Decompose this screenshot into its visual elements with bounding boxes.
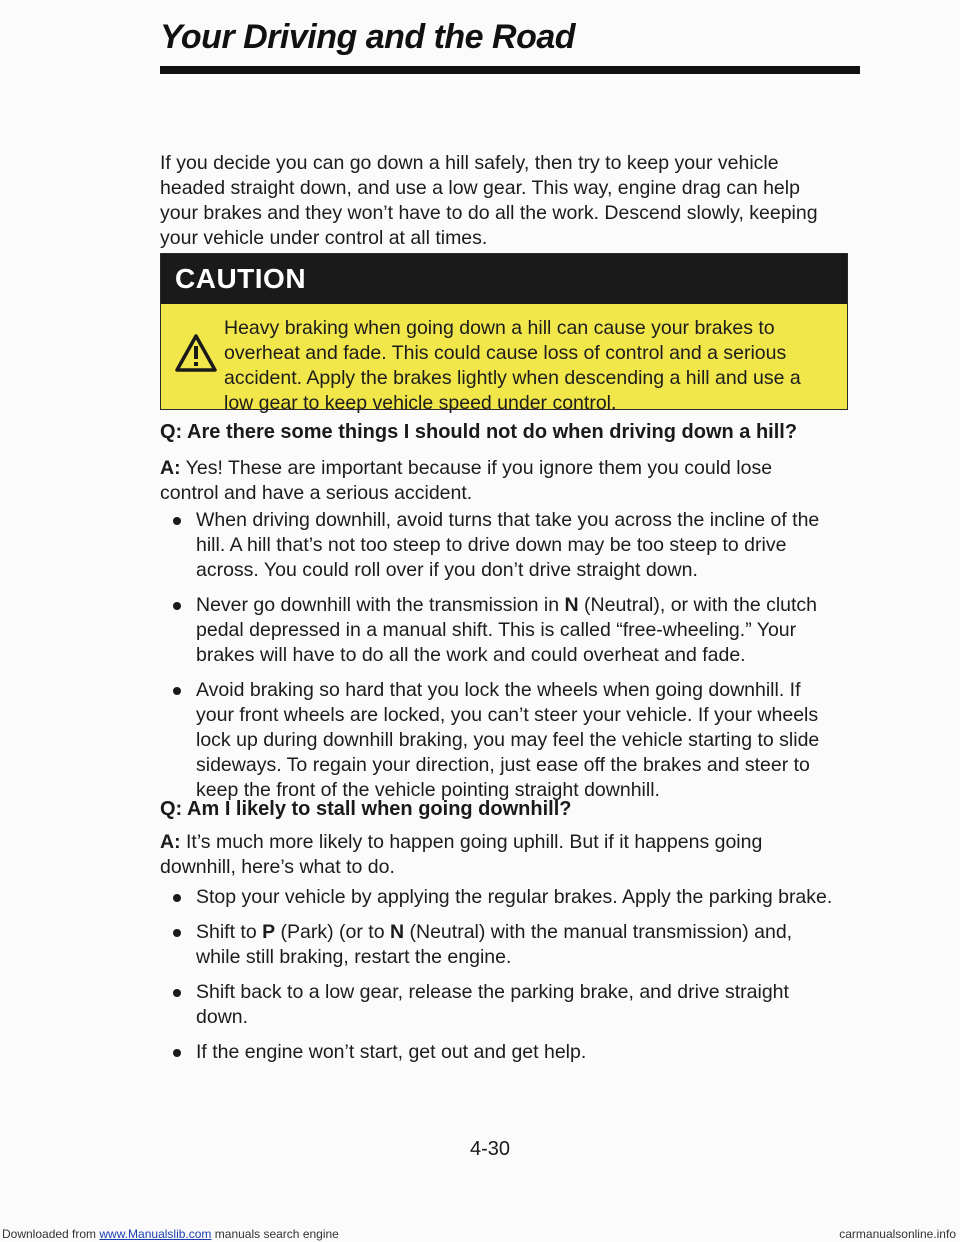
page-number: 4-30 xyxy=(470,1138,511,1160)
answer-2 xyxy=(160,830,830,880)
bullet-icon xyxy=(173,894,181,902)
gear-letter: N xyxy=(564,594,579,616)
bullet-icon xyxy=(173,687,181,695)
list-item: Never go downhill with the transmission in N (Neutral), or with the clutch pedal depressed in a manual shift. This is called “free-wheeling.” Your brakes will have to do all the work and could overheat and fade. xyxy=(196,593,836,668)
list-item: When driving downhill, avoid turns that take you across the incline of the hill. A hill that’s not too steep to drive down may be too steep to drive across. You could roll over if you don’t drive straight down. xyxy=(196,508,836,583)
answer-text: Yes! These are important because if you ignore them you could lose control and have a serious accident. xyxy=(160,457,773,504)
section-title: Your Driving and the Road xyxy=(160,18,576,56)
question-1: Q: Are there some things I should not do when driving down a hill? xyxy=(160,421,798,443)
caution-text: Heavy braking when going down a hill can cause your brakes to overheat and fade. This could cause loss of control and a serious accident. Apply the brakes lightly when descending a hill and use a low gear to keep vehicle speed under control. xyxy=(224,317,801,414)
gear-letter: N xyxy=(390,921,405,943)
question-2: Q: Am I likely to stall when going downhill? xyxy=(160,798,572,820)
list-item: Shift to P (Park) (or to N (Neutral) with the manual transmission) and, while still braking, restart the engine. xyxy=(196,920,836,970)
bullet-icon xyxy=(173,602,181,610)
bullet-icon xyxy=(173,989,181,997)
list-item: Stop your vehicle by applying the regular brakes. Apply the parking brake. xyxy=(196,885,836,910)
list-item: Shift back to a low gear, release the parking brake, and drive straight down. xyxy=(196,980,836,1030)
list-item: If the engine won’t start, get out and get help. xyxy=(196,1040,836,1065)
bullet-list-2 xyxy=(196,885,836,1075)
header-rule xyxy=(160,66,860,74)
warning-triangle-icon xyxy=(175,334,217,372)
caution-box xyxy=(160,253,848,414)
answer-label: A: xyxy=(160,831,181,853)
footer-watermark: carmanualsonline.info xyxy=(839,1227,956,1241)
answer-label: A: xyxy=(160,457,181,479)
intro-paragraph: If you decide you can go down a hill safely, then try to keep your vehicle headed straight down, and use a low gear. This way, engine drag can help your brakes and they won’t have to do all the work. Descend slowly, keeping your vehicle under control at all times. xyxy=(160,152,818,249)
answer-1 xyxy=(160,456,830,506)
bullet-icon xyxy=(173,1049,181,1057)
bullet-icon xyxy=(173,517,181,525)
footer-credit: Downloaded from www.Manualslib.com manuals search engine xyxy=(2,1227,339,1241)
answer-text: It’s much more likely to happen going uphill. But if it happens going downhill, here’s what to do. xyxy=(160,831,763,878)
list-item: Avoid braking so hard that you lock the wheels when going downhill. If your front wheels are locked, you can’t steer your vehicle. If your wheels lock up during downhill braking, you may feel the vehicle starting to slide sideways. To regain your direction, just ease off the brakes and steer to keep the front of the vehicle pointing straight downhill. xyxy=(196,678,836,803)
manualslib-link[interactable]: www.Manualslib.com xyxy=(99,1227,212,1241)
bullet-icon xyxy=(173,929,181,937)
bullet-list-1 xyxy=(196,508,836,813)
caution-body xyxy=(161,304,847,416)
caution-title: CAUTION xyxy=(161,254,847,304)
footer-bar xyxy=(0,1226,960,1242)
gear-letter: P xyxy=(262,921,276,943)
